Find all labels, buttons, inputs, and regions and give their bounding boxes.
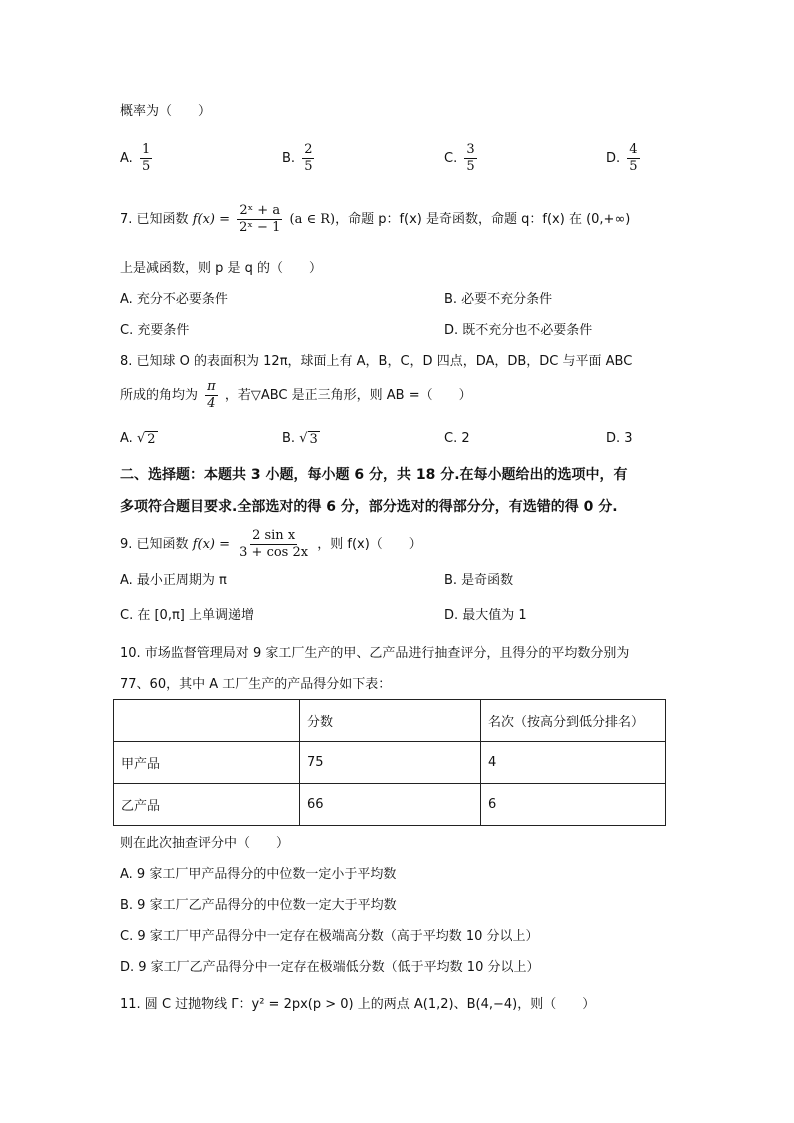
q11-stem: 11. 圆 C 过抛物线 Γ：y² = 2px(p > 0) 上的两点 A(1,2)、B(4,−4)，则（ ） — [120, 997, 596, 1012]
section2-heading-line1: 二、选择题：本题共 3 小题，每小题 6 分，共 18 分.在每小题给出的选项中，有 — [120, 467, 628, 483]
q10-option-b[interactable]: B. 9 家工厂乙产品得分的中位数一定大于平均数 — [120, 898, 397, 913]
q6-option-c[interactable]: C. $\frac{3}{5}$ — [444, 142, 475, 174]
q7-fraction: $\frac{\text{2ˣ + a}}{\text{2ˣ − 1}}$ — [239, 203, 281, 235]
q8-stem-line1: 8. 已知球 O 的表面积为 12π，球面上有 A，B，C，D 四点，DA，DB，DC 与平面 ABC — [120, 354, 633, 369]
q6-option-a[interactable]: A. $\frac{1}{5}$ — [120, 142, 151, 174]
q8-stem-line2: 所成的角均为 $\frac{\pi}{4}$ ，若▽ABC 是正三角形，则 AB =（ ） — [120, 379, 472, 411]
q6-tail: 概率为（ ） — [120, 104, 212, 119]
table-header-cell: 名次（按高分到低分排名） — [481, 700, 666, 742]
section2-heading-line2: 多项符合题目要求.全部选对的得 6 分，部分选对的得部分分，有选错的得 0 分. — [120, 499, 618, 515]
table-cell: 甲产品 — [114, 742, 300, 784]
table-row — [114, 742, 666, 784]
q8-option-b[interactable]: B. √ 3 — [282, 431, 318, 447]
q10-stem-line2: 77、60，其中 A 工厂生产的产品得分如下表： — [120, 677, 392, 692]
q8-option-a[interactable]: A. √ 2 — [120, 431, 156, 447]
q7-stem-line2: 上是减函数，则 p 是 q 的（ ） — [120, 261, 323, 276]
table-cell: 6 — [481, 784, 666, 826]
q9-option-d[interactable]: D. 最大值为 1 — [444, 608, 527, 623]
q9-stem: 9. 已知函数 f(x) = $\frac{\text{2 sin x}}{3 + \cos 2x}$ ，则 f(x)（ ） — [120, 528, 422, 560]
sqrt-symbol: √ 3 — [299, 431, 318, 447]
q9-option-b[interactable]: B. 是奇函数 — [444, 573, 514, 588]
q10-option-a[interactable]: A. 9 家工厂甲产品得分的中位数一定小于平均数 — [120, 867, 397, 882]
q8-option-d[interactable]: D. 3 — [606, 431, 633, 446]
table-cell: 4 — [481, 742, 666, 784]
q9-option-a[interactable]: A. 最小正周期为 π — [120, 573, 227, 588]
q9-fraction: $\frac{\text{2 sin x}}{3 + \cos 2x}$ — [239, 528, 309, 560]
q7-stem-line1: 7. 已知函数 f(x) = $\frac{\text{2ˣ + a}}{\text{2ˣ − 1}}$ (a ∈ R)，命题 p：f(x) 是奇函数，命题 q：f(x) 在 (0,+∞) — [120, 203, 631, 235]
q10-option-c[interactable]: C. 9 家工厂甲产品得分中一定存在极端高分数（高于平均数 10 分以上） — [120, 929, 539, 944]
q7-option-d[interactable]: D. 既不充分也不必要条件 — [444, 323, 593, 338]
table-header-cell — [114, 700, 300, 742]
q10-stem-line1: 10. 市场监督管理局对 9 家工厂生产的甲、乙产品进行抽查评分，且得分的平均数分别为 — [120, 646, 630, 661]
table-header-row — [114, 700, 666, 742]
sqrt-symbol: √ 2 — [136, 431, 156, 447]
q8-fraction: $\frac{\pi}{4}$ — [207, 379, 216, 411]
q8-option-c[interactable]: C. 2 — [444, 431, 470, 446]
q6-option-b[interactable]: B. $\frac{2}{5}$ — [282, 142, 313, 174]
score-table — [113, 699, 666, 826]
table-cell: 乙产品 — [114, 784, 300, 826]
q6-option-d[interactable]: D. $\frac{4}{5}$ — [606, 142, 638, 174]
q7-option-b[interactable]: B. 必要不充分条件 — [444, 292, 553, 307]
table-header-cell: 分数 — [300, 700, 481, 742]
table-cell: 75 — [300, 742, 481, 784]
q7-option-a[interactable]: A. 充分不必要条件 — [120, 292, 228, 307]
q10-option-d[interactable]: D. 9 家工厂乙产品得分中一定存在极端低分数（低于平均数 10 分以上） — [120, 960, 540, 975]
q9-option-c[interactable]: C. 在 [0,π] 上单调递增 — [120, 608, 254, 623]
q10-after-table: 则在此次抽查评分中（ ） — [120, 836, 290, 851]
table-row — [114, 784, 666, 826]
table-cell: 66 — [300, 784, 481, 826]
q7-option-c[interactable]: C. 充要条件 — [120, 323, 190, 338]
